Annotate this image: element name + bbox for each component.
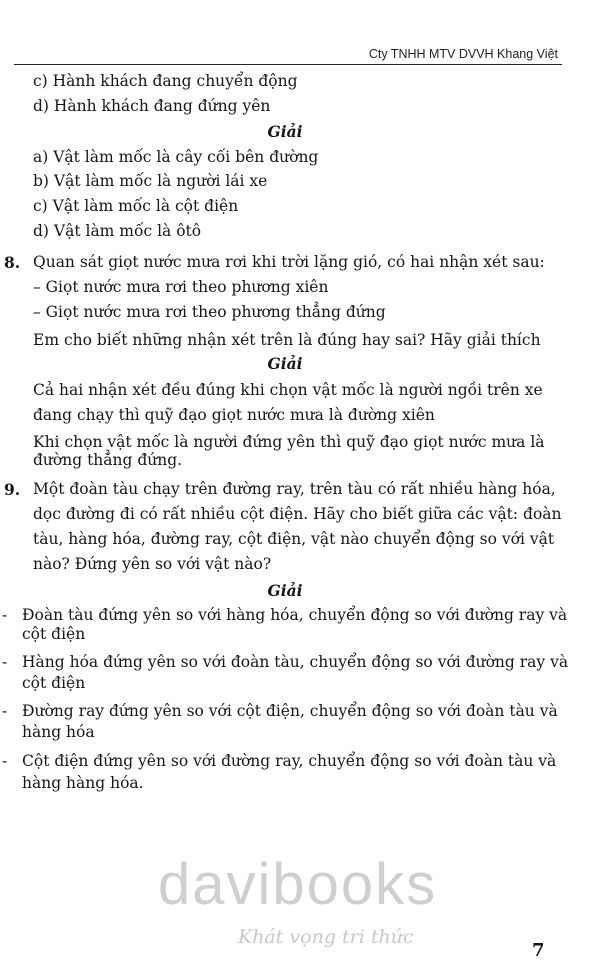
bullet-dash: - — [2, 702, 8, 720]
question-8-text: Quan sát giọt nước mưa rơi khi trời lặng gió, có hai nhận xét sau: — [33, 253, 545, 271]
watermark-slogan: Khát vọng tri thức — [238, 926, 414, 948]
header-rule — [14, 64, 562, 65]
q9-answer-line: cột điện — [22, 674, 86, 692]
q9-answer-line: hàng hóa — [22, 723, 95, 741]
bullet-dash: - — [2, 653, 8, 671]
question-number-8: 8. — [4, 253, 21, 272]
q8-answer-line: đang chạy thì quỹ đạo giọt nước mưa là đường xiên — [33, 406, 435, 424]
q9-answer-line: hàng hàng hóa. — [22, 774, 144, 792]
q9-answer-line: Cột điện đứng yên so với đường ray, chuyển động so với đoàn tàu và — [22, 752, 557, 770]
question-8-option-1: – Giọt nước mưa rơi theo phương xiên — [33, 278, 329, 296]
option-c: c) Hành khách đang chuyển động — [33, 72, 298, 90]
bullet-dash: - — [2, 606, 8, 624]
q9-answer-line: cột điện — [22, 625, 86, 643]
answer-c: c) Vật làm mốc là cột điện — [33, 197, 239, 215]
question-8-option-2: – Giọt nước mưa rơi theo phương thẳng đứng — [33, 303, 386, 321]
option-d: d) Hành khách đang đứng yên — [33, 97, 271, 115]
answer-d: d) Vật làm mốc là ôtô — [33, 222, 202, 240]
bullet-dash: - — [2, 752, 8, 770]
solution-heading: Giải — [267, 354, 303, 373]
question-9-line: dọc đường đi có rất nhiều cột điện. Hãy cho biết giữa các vật: đoàn — [33, 505, 562, 523]
running-header: Cty TNHH MTV DVVH Khang Việt — [368, 47, 558, 61]
q9-answer-line: Hàng hóa đứng yên so với đoàn tàu, chuyển động so với đường ray và — [22, 653, 569, 671]
question-8-ask: Em cho biết những nhận xét trên là đúng hay sai? Hãy giải thích — [33, 331, 541, 349]
question-9-line: nào? Đứng yên so với vật nào? — [33, 555, 272, 573]
question-9-line: Một đoàn tàu chạy trên đường ray, trên tàu có rất nhiều hàng hóa, — [33, 480, 556, 498]
question-number-9: 9. — [4, 480, 21, 499]
solution-heading: Giải — [267, 581, 303, 600]
q9-answer-line: Đoàn tàu đứng yên so với hàng hóa, chuyển động so với đường ray và — [22, 606, 568, 624]
q8-answer-line: Cả hai nhận xét đều đúng khi chọn vật mốc là người ngồi trên xe — [33, 381, 543, 399]
page-number: 7 — [532, 940, 545, 961]
q8-answer-line: Khi chọn vật mốc là người đứng yên thì quỹ đạo giọt nước mưa là — [33, 433, 545, 451]
question-9-line: tàu, hàng hóa, đường ray, cột điện, vật nào chuyển động so với vật — [33, 530, 555, 548]
watermark-logo: davibooks — [158, 852, 438, 917]
answer-a: a) Vật làm mốc là cây cối bên đường — [33, 148, 319, 166]
answer-b: b) Vật làm mốc là người lái xe — [33, 172, 268, 190]
solution-heading: Giải — [267, 122, 303, 141]
q8-answer-line: đường thẳng đứng. — [33, 451, 183, 469]
q9-answer-line: Đường ray đứng yên so với cột điện, chuyển động so với đoàn tàu và — [22, 702, 558, 720]
